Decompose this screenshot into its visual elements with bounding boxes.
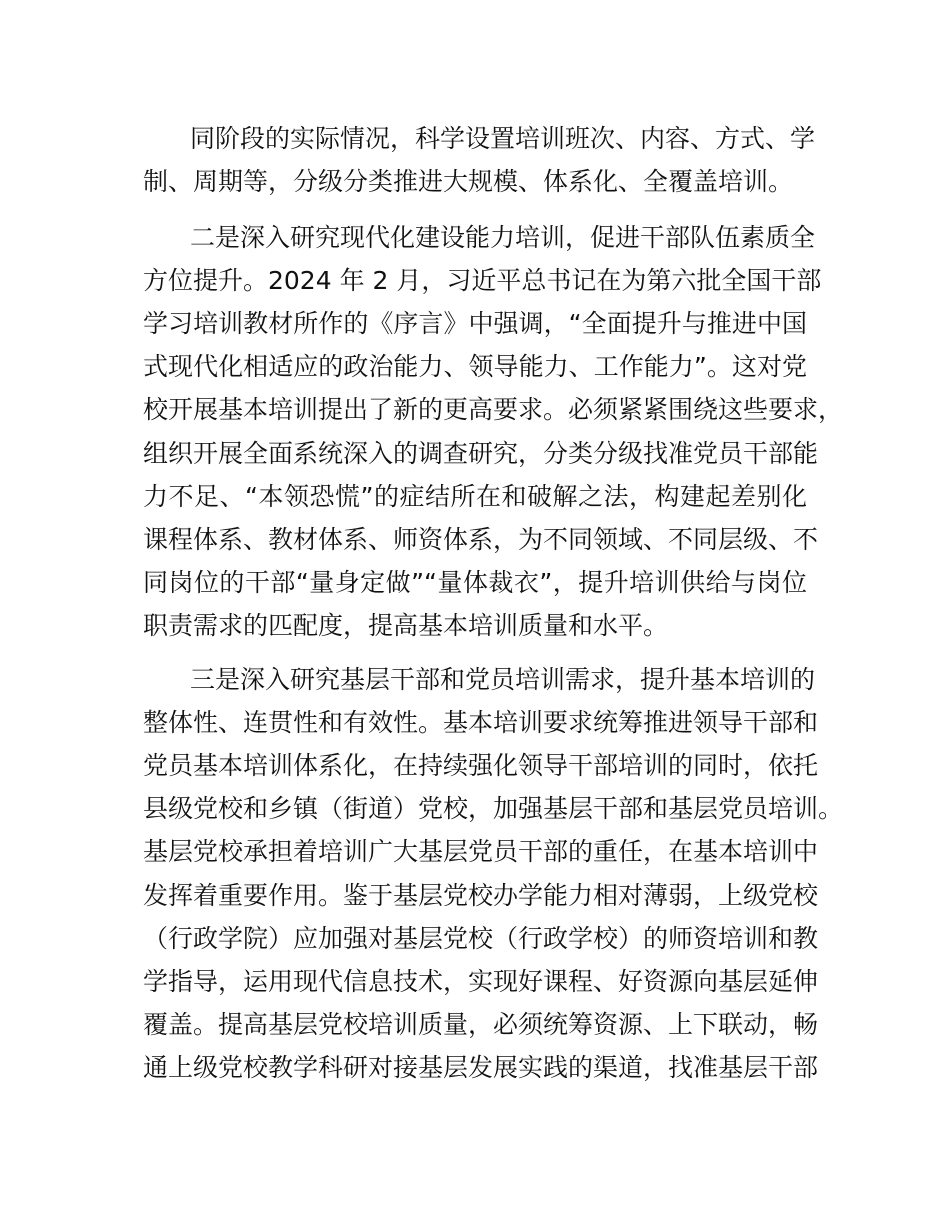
paragraph-3-line: 三是深入研究基层干部和党员培训需求，提升基本培训的	[190, 665, 816, 694]
paragraph-1-line: 制、周期等，分级分类推进大规模、体系化、全覆盖培训。	[143, 167, 794, 197]
paragraph-3-line: 基层党校承担着培训广大基层党员干部的重任，在基本培训中	[143, 837, 819, 867]
paragraph-3-line: 覆盖。提高基层党校培训质量，必须统筹资源、上下联动，畅	[143, 1009, 819, 1039]
paragraph-3-line: 发挥着重要作用。鉴于基层党校办学能力相对薄弱，上级党校	[143, 880, 819, 910]
paragraph-2-line: 校开展基本培训提出了新的更高要求。必须紧紧围绕这些要求，	[143, 395, 844, 425]
paragraph-2-line: 组织开展全面系统深入的调查研究，分类分级找准党员干部能	[143, 438, 819, 468]
paragraph-2-line: 课程体系、教材体系、师资体系，为不同领域、不同层级、不	[143, 524, 819, 554]
paragraph-1-line: 同阶段的实际情况，科学设置培训班次、内容、方式、学	[190, 124, 816, 153]
paragraph-2-line: 同岗位的干部“量身定做”“量体裁衣”，提升培训供给与岗位	[143, 567, 807, 597]
paragraph-3-line: 通上级党校教学科研对接基层发展实践的渠道，找准基层干部	[143, 1052, 819, 1082]
paragraph-2-line: 二是深入研究现代化建设能力培训，促进干部队伍素质全	[190, 223, 816, 252]
paragraph-2-line: 学习培训教材所作的《序言》中强调，“全面提升与推进中国	[143, 309, 807, 339]
paragraph-2-line: 式现代化相适应的政治能力、领导能力、工作能力”。这对党	[143, 352, 807, 382]
paragraph-3-line: 整体性、连贯性和有效性。基本培训要求统筹推进领导干部和	[143, 708, 819, 738]
paragraph-3-line: 县级党校和乡镇（街道）党校，加强基层干部和基层党员培训。	[143, 794, 844, 824]
paragraph-2-line: 力不足、“本领恐慌”的症结所在和破解之法，构建起差别化	[143, 481, 807, 511]
paragraph-2-line: 职责需求的匹配度，提高基本培训质量和水平。	[143, 610, 669, 640]
paragraph-2-line: 方位提升。2024 年 2 月，习近平总书记在为第六批全国干部	[143, 266, 822, 296]
paragraph-3-line: 党员基本培训体系化，在持续强化领导干部培训的同时，依托	[143, 751, 819, 781]
paragraph-3-line: 学指导，运用现代信息技术，实现好课程、好资源向基层延伸	[143, 966, 819, 996]
paragraph-3-line: （行政学院）应加强对基层党校（行政学校）的师资培训和教	[143, 923, 819, 953]
